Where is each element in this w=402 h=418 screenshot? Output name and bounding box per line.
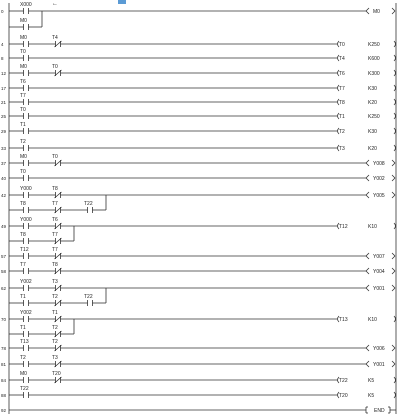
rung-15-branch-contact-0-label: T1: [20, 294, 26, 300]
rung-13-contact-1-label: T7: [52, 247, 58, 253]
rung-11-branch-contact-2-label: T22: [84, 201, 93, 207]
rung-20-timer-coil-label: T20: [339, 393, 348, 399]
rung-9-output-coil-chevron-right-top: [392, 160, 395, 163]
rung-12-contact-1-label: T6: [52, 217, 58, 223]
rung-17-output-coil-chevron-right-top: [392, 345, 395, 348]
rung-2-contact-0-label: T0: [20, 49, 26, 55]
rung-0-contact-0-label: X000: [20, 2, 32, 8]
rung-17-contact-0-label: T13: [20, 339, 29, 345]
rung-9-output-coil-label: Y008: [373, 161, 385, 167]
rung-8-timer-coil-paren-right: [394, 145, 396, 151]
rung-7-step-number: 29: [1, 129, 7, 134]
rung-13-output-coil-chevron-left-bottom: [366, 256, 369, 259]
rung-15-output-coil-chevron-left-top: [366, 285, 369, 288]
rung-7-contact-0-label: T1: [20, 122, 26, 128]
rung-0-step-number: 0: [1, 9, 4, 14]
rung-19-timer-coil-preset: K5: [368, 378, 375, 384]
rung-8-timer-coil-label: T3: [339, 146, 345, 152]
rung-16-timer-coil-preset: K10: [368, 317, 377, 323]
rung-0-output-coil-label: M0: [373, 9, 380, 15]
rung-15-output-coil-label: Y001: [373, 286, 385, 292]
rung-11-step-number: 42: [1, 193, 7, 198]
rung-19-step-number: 84: [1, 378, 7, 383]
rung-20-timer-coil-paren-right: [394, 392, 396, 398]
rung-5-step-number: 21: [1, 100, 7, 105]
rung-2-timer-coil-preset: K600: [368, 56, 380, 62]
rung-0-output-coil-chevron-right-top: [392, 8, 395, 11]
rung-11-output-coil-chevron-right-bottom: [392, 195, 395, 198]
rung-14-contact-0-label: T7: [20, 262, 26, 268]
rung-5-timer-coil-preset: K20: [368, 100, 377, 106]
rung-9-output-coil-chevron-right-bottom: [392, 163, 395, 166]
rung-1-contact-1-label: T4: [52, 35, 58, 41]
rung-18-output-coil-label: Y001: [373, 362, 385, 368]
rung-12-timer-coil-paren-right: [394, 223, 396, 229]
rung-1-timer-coil-preset: K250: [368, 42, 380, 48]
rung-16-timer-coil-paren-right: [394, 316, 396, 322]
rung-12-step-number: 49: [1, 224, 7, 229]
rung-17-output-coil-label: Y006: [373, 346, 385, 352]
rung-6-step-number: 25: [1, 114, 7, 119]
rung-16-branch-contact-0-label: T1: [20, 325, 26, 331]
rung-14-output-coil-chevron-left-bottom: [366, 271, 369, 274]
rung-17-output-coil-chevron-left-bottom: [366, 348, 369, 351]
rung-15-step-number: 62: [1, 286, 7, 291]
rung-4-timer-coil-label: T7: [339, 86, 345, 92]
rung-17-output-coil-chevron-right-bottom: [392, 348, 395, 351]
rung-18-output-coil-chevron-left-top: [366, 361, 369, 364]
rung-1-step-number: 4: [1, 42, 4, 47]
rung-14-output-coil-chevron-left-top: [366, 268, 369, 271]
rung-4-step-number: 17: [1, 86, 7, 91]
rung-19-timer-coil-label: T22: [339, 378, 348, 384]
rung-21-step-number: 92: [1, 408, 7, 413]
rung-6-timer-coil-preset: K250: [368, 114, 380, 120]
rung-11-output-coil-chevron-right-top: [392, 192, 395, 195]
rung-11-contact-0-label: Y000: [20, 186, 32, 192]
rung-10-output-coil-chevron-right-top: [392, 175, 395, 178]
rung-11-output-coil-label: Y005: [373, 193, 385, 199]
rung-8-contact-0-label: T2: [20, 139, 26, 145]
rung-9-output-coil-chevron-left-top: [366, 160, 369, 163]
rung-16-step-number: 70: [1, 317, 7, 322]
rung-10-output-coil-chevron-right-bottom: [392, 178, 395, 181]
rung-17-output-coil-chevron-left-top: [366, 345, 369, 348]
rung-2-timer-coil-paren-right: [394, 55, 396, 61]
rung-5-timer-coil-label: T8: [339, 100, 345, 106]
rung-4-contact-0-label: T6: [20, 79, 26, 85]
rung-17-contact-1-label: T2: [52, 339, 58, 345]
rung-10-step-number: 40: [1, 176, 7, 181]
rung-11-output-coil-chevron-left-bottom: [366, 195, 369, 198]
rung-5-contact-0-label: T7: [20, 93, 26, 99]
rung-15-output-coil-chevron-left-bottom: [366, 288, 369, 291]
rung-13-contact-0-label: T12: [20, 247, 29, 253]
rung-4-timer-coil-paren-right: [394, 85, 396, 91]
rung-0-output-coil-chevron-left-bottom: [366, 11, 369, 14]
rung-18-output-coil-chevron-right-bottom: [392, 364, 395, 367]
rung-21-end-instruction-label: END: [374, 408, 385, 414]
rung-15-contact-0-label: Y002: [20, 279, 32, 285]
rung-0-output-coil-chevron-left-top: [366, 8, 369, 11]
rung-14-output-coil-chevron-right-top: [392, 268, 395, 271]
rung-18-output-coil-chevron-left-bottom: [366, 364, 369, 367]
rung-12-branch-contact-1-label: T7: [52, 232, 58, 238]
rung-5-timer-coil-paren-right: [394, 99, 396, 105]
rung-16-contact-1-label: T1: [52, 310, 58, 316]
rung-3-contact-0-label: M0: [20, 64, 27, 70]
rung-15-output-coil-chevron-right-bottom: [392, 288, 395, 291]
rung-0-cursor-icon: [118, 0, 126, 4]
rung-15-branch-contact-2-label: T22: [84, 294, 93, 300]
rung-9-contact-1-label: T0: [52, 154, 58, 160]
rung-19-timer-coil-paren-right: [394, 377, 396, 383]
rung-0-arrow-icon: ←: [52, 1, 58, 7]
rung-20-contact-0-label: T22: [20, 386, 29, 392]
rung-0-branch-contact-0-label: M0: [20, 18, 27, 24]
rung-3-timer-coil-paren-right: [394, 70, 396, 76]
rung-8-step-number: 33: [1, 146, 7, 151]
rung-6-timer-coil-label: T1: [339, 114, 345, 120]
rung-7-timer-coil-paren-right: [394, 128, 396, 134]
rung-19-contact-0-label: M0: [20, 371, 27, 377]
rung-1-timer-coil-paren-right: [394, 41, 396, 47]
rung-6-timer-coil-paren-right: [394, 113, 396, 119]
rung-20-step-number: 88: [1, 393, 7, 398]
rung-10-contact-0-label: T0: [20, 169, 26, 175]
rung-13-output-coil-chevron-right-top: [392, 253, 395, 256]
rung-14-output-coil-chevron-right-bottom: [392, 271, 395, 274]
rung-12-branch-contact-0-label: T8: [20, 232, 26, 238]
rung-13-output-coil-chevron-right-bottom: [392, 256, 395, 259]
rung-18-contact-0-label: T2: [20, 355, 26, 361]
rung-3-timer-coil-preset: K300: [368, 71, 380, 77]
rung-15-branch-contact-1-label: T2: [52, 294, 58, 300]
rung-4-timer-coil-preset: K30: [368, 86, 377, 92]
rung-18-output-coil-chevron-right-top: [392, 361, 395, 364]
rung-12-contact-0-label: Y000: [20, 217, 32, 223]
rung-3-step-number: 12: [1, 71, 7, 76]
rung-13-output-coil-chevron-left-top: [366, 253, 369, 256]
rung-18-contact-1-label: T3: [52, 355, 58, 361]
rung-15-output-coil-chevron-right-top: [392, 285, 395, 288]
rung-3-contact-1-label: T0: [52, 64, 58, 70]
rung-11-branch-contact-0-label: T8: [20, 201, 26, 207]
rung-11-output-coil-chevron-left-top: [366, 192, 369, 195]
rung-9-step-number: 37: [1, 161, 7, 166]
rung-20-timer-coil-preset: K5: [368, 393, 375, 399]
rung-3-timer-coil-label: T6: [339, 71, 345, 77]
rung-1-contact-0-label: M0: [20, 35, 27, 41]
rung-19-contact-1-label: T20: [52, 371, 61, 377]
rung-14-output-coil-label: Y004: [373, 269, 385, 275]
rung-14-step-number: 58: [1, 269, 7, 274]
rung-10-output-coil-label: Y002: [373, 176, 385, 182]
rung-12-timer-coil-preset: K10: [368, 224, 377, 230]
rung-13-step-number: 57: [1, 254, 7, 259]
rung-14-contact-1-label: T8: [52, 262, 58, 268]
rung-6-contact-0-label: T0: [20, 107, 26, 113]
rung-2-timer-coil-label: T4: [339, 56, 345, 62]
rung-10-output-coil-chevron-left-bottom: [366, 178, 369, 181]
rung-15-contact-1-label: T3: [52, 279, 58, 285]
rung-16-contact-0-label: Y002: [20, 310, 32, 316]
rung-7-timer-coil-preset: K30: [368, 129, 377, 135]
rung-7-timer-coil-label: T2: [339, 129, 345, 135]
rung-9-contact-0-label: M0: [20, 154, 27, 160]
rung-11-contact-1-label: T8: [52, 186, 58, 192]
rung-18-step-number: 81: [1, 362, 7, 367]
rung-11-branch-contact-1-label: T7: [52, 201, 58, 207]
rung-2-step-number: 8: [1, 56, 4, 61]
rung-16-branch-contact-1-label: T2: [52, 325, 58, 331]
rung-13-output-coil-label: Y007: [373, 254, 385, 260]
rung-0-output-coil-chevron-right-bottom: [392, 11, 395, 14]
rung-9-output-coil-chevron-left-bottom: [366, 163, 369, 166]
rung-1-timer-coil-label: T0: [339, 42, 345, 48]
rung-8-timer-coil-preset: K20: [368, 146, 377, 152]
rung-12-timer-coil-label: T12: [339, 224, 348, 230]
rung-17-step-number: 78: [1, 346, 7, 351]
rung-16-timer-coil-label: T13: [339, 317, 348, 323]
rung-10-output-coil-chevron-left-top: [366, 175, 369, 178]
